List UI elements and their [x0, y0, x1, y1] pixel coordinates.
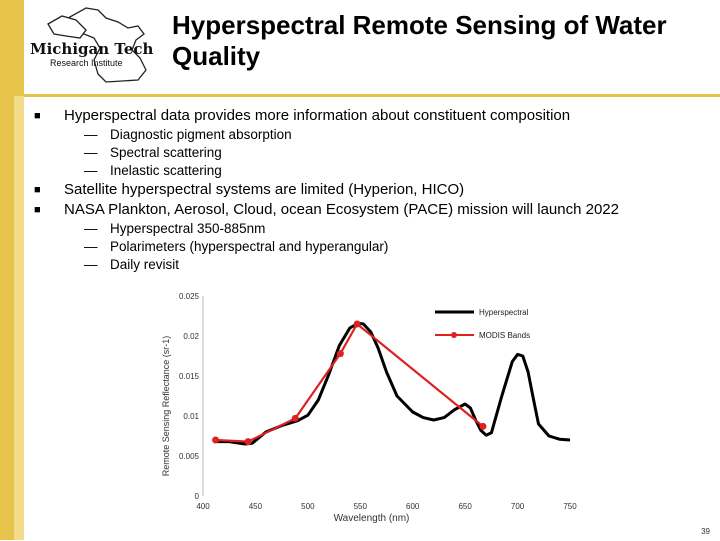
dash-bullet-icon: — [84, 127, 98, 142]
y-tick-label: 0 [194, 492, 199, 501]
left-accent-bar-inner [14, 96, 24, 540]
sub-bullet-item [34, 238, 714, 256]
bullet-item [34, 106, 714, 126]
slide-title: Hyperspectral Remote Sensing of Water Quality [172, 10, 667, 71]
modis-point [212, 437, 219, 444]
legend-label-hyperspectral: Hyperspectral [479, 308, 529, 317]
sub-bullet-item [34, 220, 714, 238]
square-bullet-icon: ■ [34, 110, 41, 122]
x-tick-label: 600 [406, 502, 420, 511]
y-tick-label: 0.025 [178, 292, 199, 301]
x-tick-label: 650 [458, 502, 472, 511]
bullet-item [34, 200, 714, 220]
sub-bullet-item [34, 162, 714, 180]
modis-point [245, 438, 252, 445]
sub-bullet-text: Inelastic scattering [110, 163, 222, 178]
bullet-item [34, 180, 714, 200]
y-tick-label: 0.01 [183, 412, 199, 421]
sub-bullet-text: Daily revisit [110, 257, 180, 272]
y-tick-label: 0.005 [178, 452, 199, 461]
bullet-text: Hyperspectral data provides more information about constituent composition [64, 107, 571, 124]
modis-point [354, 321, 361, 328]
dash-bullet-icon: — [84, 257, 98, 272]
title-divider [24, 94, 720, 97]
bullet-list [34, 106, 714, 274]
x-tick-label: 550 [353, 502, 367, 511]
legend-marker-modis [451, 332, 457, 338]
square-bullet-icon: ■ [34, 204, 41, 216]
bullet-text: Satellite hyperspectral systems are limited (Hyperion, HICO) [64, 181, 465, 198]
logo-subtitle: Research Institute [50, 58, 123, 68]
x-tick-label: 750 [563, 502, 577, 511]
dash-bullet-icon: — [84, 145, 98, 160]
logo-name: Michigan Tech [30, 40, 154, 58]
dash-bullet-icon: — [84, 221, 98, 236]
x-tick-label: 500 [301, 502, 315, 511]
sub-bullet-text: Hyperspectral 350-885nm [110, 221, 266, 236]
chart-canvas [158, 286, 578, 536]
dash-bullet-icon: — [84, 163, 98, 178]
modis-point [292, 415, 299, 422]
x-tick-label: 700 [510, 502, 525, 511]
page-number: 39 [701, 527, 710, 536]
square-bullet-icon: ■ [34, 184, 41, 196]
x-axis-label: Wavelength (nm) [333, 513, 410, 524]
x-tick-label: 400 [196, 502, 210, 511]
sub-bullet-item [34, 256, 714, 274]
sub-bullet-item [34, 144, 714, 162]
legend-label-modis: MODIS Bands [479, 331, 531, 340]
y-tick-label: 0.02 [183, 332, 199, 341]
sub-bullet-item [34, 126, 714, 144]
sub-bullet-text: Polarimeters (hyperspectral and hyperangular) [110, 239, 389, 254]
y-axis-label: Remote Sensing Reflectance (sr-1) [161, 335, 171, 477]
x-tick-label: 450 [248, 502, 263, 511]
bullet-text: NASA Plankton, Aerosol, Cloud, ocean Ecosystem (PACE) mission will launch 2022 [64, 201, 619, 218]
reflectance-chart [158, 286, 578, 536]
dash-bullet-icon: — [84, 239, 98, 254]
modis-point [337, 350, 344, 357]
sub-bullet-text: Diagnostic pigment absorption [110, 127, 292, 142]
modis-point [479, 423, 486, 430]
sub-bullet-text: Spectral scattering [110, 145, 222, 160]
y-tick-label: 0.015 [178, 372, 199, 381]
